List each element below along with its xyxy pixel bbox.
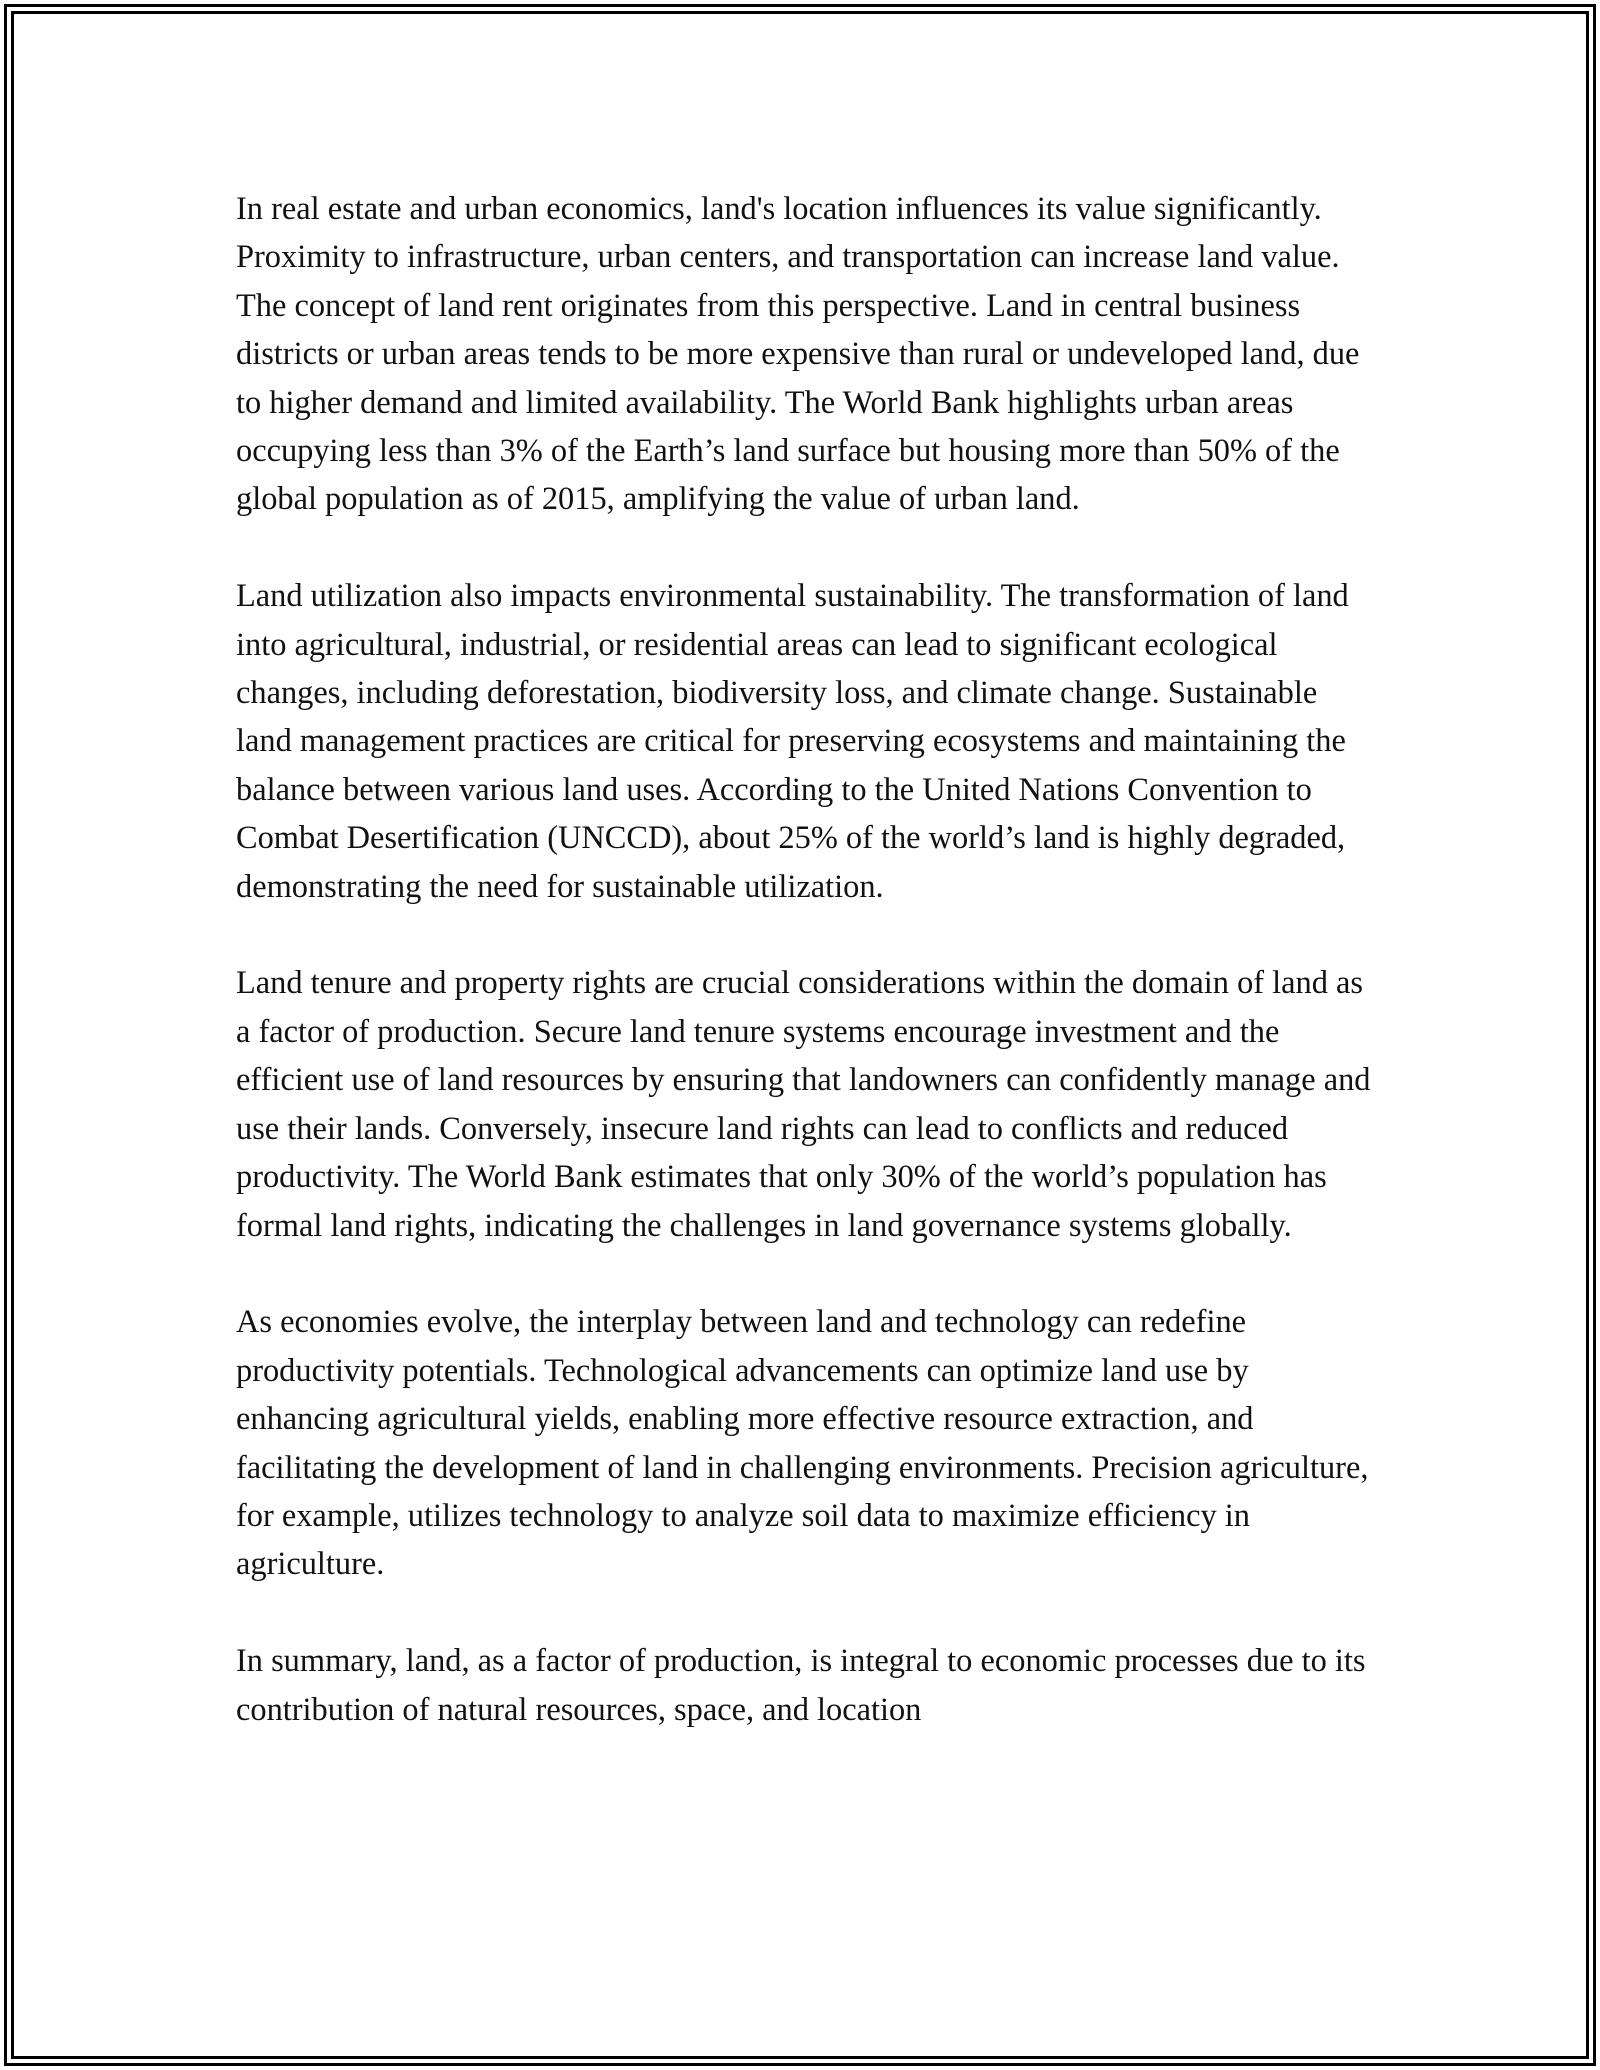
paragraph-land-tenure: Land tenure and property rights are crucial considerations within the domain of land as a factor of production. Secure land tenure systems encourage investment and the efficient use of land resources by ensuring that landowners can confidently manage and use their lands. Conversely, insecure land rights can lead to conflicts and reduced productivity. The World Bank estimates that only 30% of the world’s population has formal land rights, indicating the challenges in land governance systems globally.	[236, 965, 1371, 1244]
paragraph-summary: In summary, land, as a factor of production, is integral to economic processes due to its contribution of natural resources, space, and location	[236, 1643, 1366, 1728]
paragraph-location-value: In real estate and urban economics, land's location influences its value significantly. Proximity to infrastructure, urban centers, and transportation can increase land value. The concept of land rent originates from this perspective. Land in central business districts or urban areas tends to be more expensive than rural or undeveloped land, due to higher demand and limited availability. The World Bank highlights urban areas occupying less than 3% of the Earth’s land surface but housing more than 50% of the global population as of 2015, amplifying the value of urban land.	[236, 191, 1360, 518]
paragraph-environmental-sustainability: Land utilization also impacts environmental sustainability. The transformation of land into agricultural, industrial, or residential areas can lead to significant ecological changes, including deforestation, biodiversity loss, and climate change. Sustainable land management practices are critical for preserving ecosystems and maintaining the balance between various land uses. According to the United Nations Convention to Combat Desertification (UNCCD), about 25% of the world’s land is highly degraded, demonstrating the need for sustainable utilization.	[236, 578, 1349, 905]
document-body	[236, 185, 1376, 1782]
paragraph-land-technology: As economies evolve, the interplay between land and technology can redefine productivity potentials. Technological advancements can optimize land use by enhancing agricultural yields, enabling more effective resource extraction, and facilitating the development of land in challenging environments. Precision agriculture, for example, utilizes technology to analyze soil data to maximize efficiency in agriculture.	[236, 1304, 1369, 1583]
